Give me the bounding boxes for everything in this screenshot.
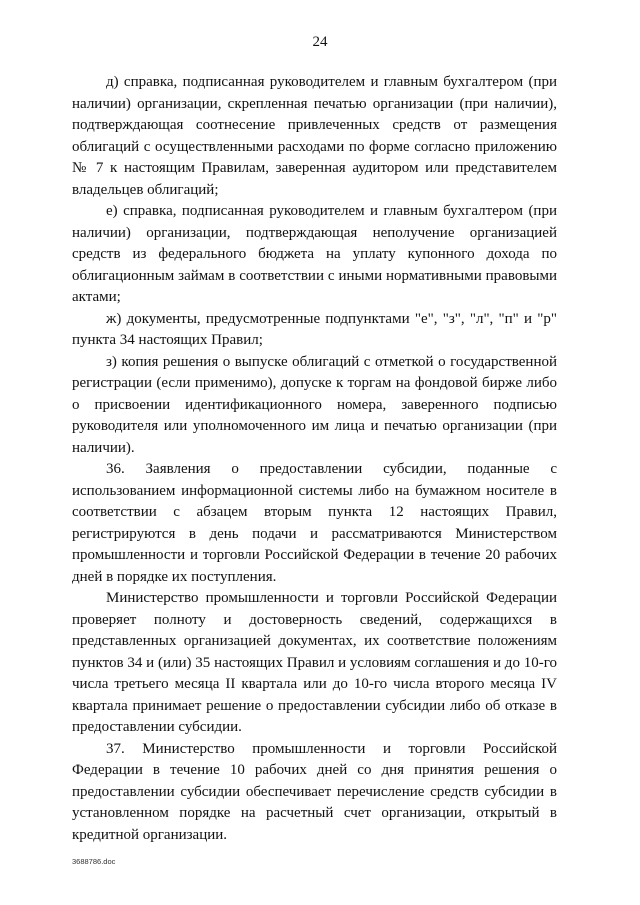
document-file-code: 3688786.doc <box>72 857 116 866</box>
paragraph-36: 36. Заявления о предоставлении субсидии, поданные с использованием информационной системы либо на бумажном носителе в соответствии с абзацем вторым пункта 12 настоящих Правил, регистрируются в день подачи и рассматриваются Министерством промышленности и торговли Российской Федерации в течение 20 рабочих дней в порядке их поступления. <box>72 461 557 585</box>
paragraph-e: е) справка, подписанная руководителем и главным бухгалтером (при наличии) организации, подтверждающая неполучение организацией средств из федерального бюджета на уплату купонного дохода по облигационным займам в соответствии с иными нормативными правовыми актами; <box>72 203 557 305</box>
paragraph-zh: ж) документы, предусмотренные подпунктами "е", "з", "л", "п" и "р" пункта 34 настоящих Правил; <box>72 310 557 348</box>
paragraph-d: д) справка, подписанная руководителем и главным бухгалтером (при наличии) организации, скрепленная печатью организации (при наличии), подтверждающая соотнесение привлеченных средств от размещения облигаций с осуществленными расходами по форме согласно приложению № 7 к настоящим Правилам, заверенная аудитором или представителем владельцев облигаций; <box>72 74 557 198</box>
page-number: 24 <box>312 34 328 50</box>
paragraph-z: з) копия решения о выпуске облигаций с отметкой о государственной регистрации (если применимо), допуске к торгам на фондовой бирже либо о присвоении идентификационного номера, заверенного подписью руководителя или уполномоченного им лица и печатью организации (при наличии). <box>72 353 557 456</box>
paragraph-36-continued: Министерство промышленности и торговли Российской Федерации проверяет полноту и достоверность сведений, содержащихся в представленных организацией документах, их соответствие положениям пунктов 34 и (или) 35 настоящих Правил и условиям соглашения и до 10-го числа третьего месяца II квартала или до 10-го числа второго месяца IV квартала принимает решение о предоставлении субсидии либо об отказе в предоставлении субсидии. <box>72 590 557 735</box>
document-body <box>72 72 557 846</box>
paragraph-37: 37. Министерство промышленности и торговли Российской Федерации в течение 10 рабочих дней со дня принятия решения о предоставлении субсидии обеспечивает перечисление средств субсидии в установленном порядке на расчетный счет организации, открытый в кредитной организации. <box>72 740 557 843</box>
